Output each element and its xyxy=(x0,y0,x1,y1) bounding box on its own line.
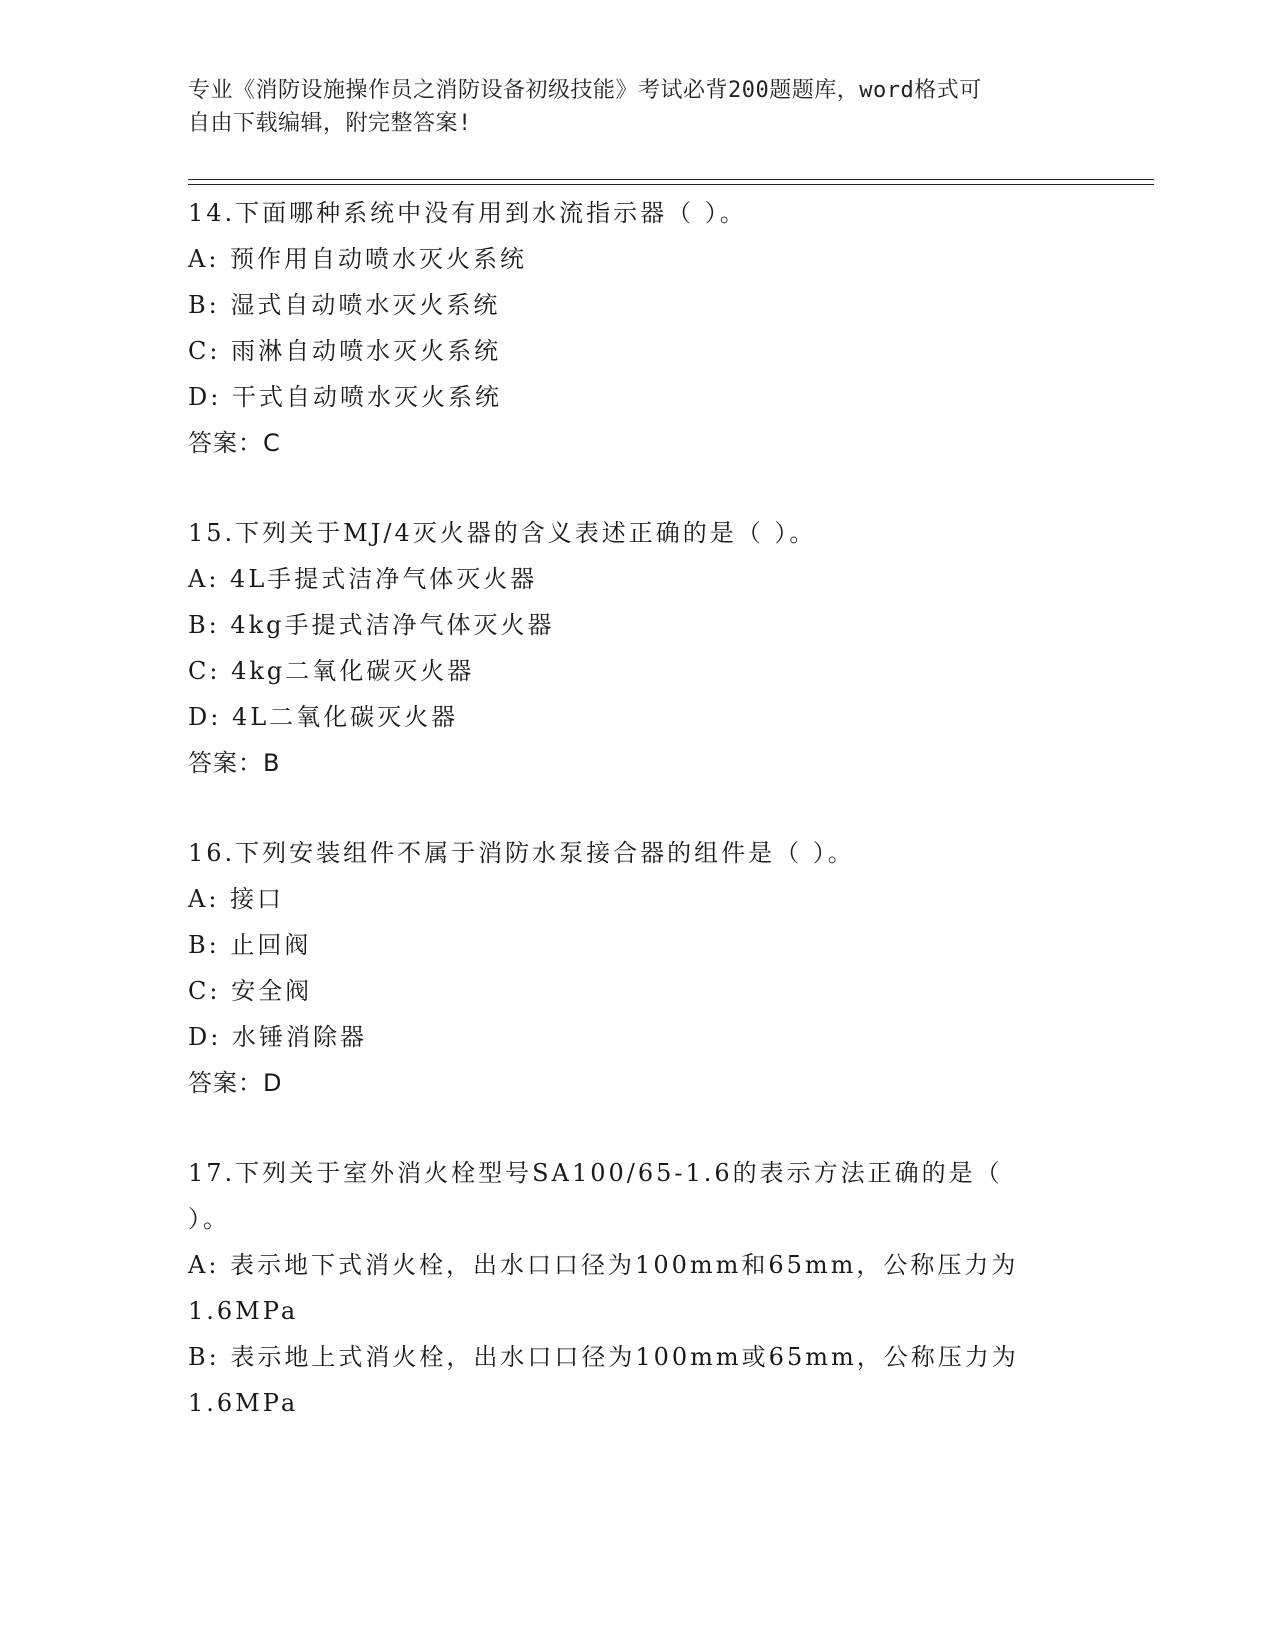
option-d: D: 水锤消除器 xyxy=(188,1023,367,1051)
question-stem: 16.下列安装组件不属于消防水泵接合器的组件是（ ）。 xyxy=(188,839,855,867)
question-stem: 15.下列关于MJ/4灭火器的含义表述正确的是（ ）。 xyxy=(188,519,817,547)
header-divider-top xyxy=(188,179,1154,180)
option-b: B: 湿式自动喷水灭火系统 xyxy=(188,291,501,319)
option-b: B: 表示地上式消火栓，出水口口径为100mm或65mm，公称压力为 xyxy=(188,1343,1019,1371)
header-divider-bottom xyxy=(188,184,1154,185)
question-17 xyxy=(188,1150,1108,1426)
question-list xyxy=(188,190,1108,1426)
question-stem: 17.下列关于室外消火栓型号SA100/65-1.6的表示方法正确的是（ xyxy=(188,1159,1003,1187)
option-c: C: 4kg二氧化碳灭火器 xyxy=(188,657,475,685)
question-15 xyxy=(188,510,1108,786)
question-stem: 14.下面哪种系统中没有用到水流指示器（ ）。 xyxy=(188,199,747,227)
option-d: D: 4L二氧化碳灭火器 xyxy=(188,703,459,731)
option-a: A: 4L手提式洁净气体灭火器 xyxy=(188,565,538,593)
option-b-continued: 1.6MPa xyxy=(188,1389,299,1417)
question-14 xyxy=(188,190,1108,466)
header-line-1: 专业《消防设施操作员之消防设备初级技能》考试必背200题题库，word格式可 xyxy=(188,78,982,103)
option-a: A: 表示地下式消火栓，出水口口径为100mm和65mm，公称压力为 xyxy=(188,1251,1019,1279)
answer: 答案：B xyxy=(188,749,281,777)
option-c: C: 雨淋自动喷水灭火系统 xyxy=(188,337,502,365)
option-d: D: 干式自动喷水灭火系统 xyxy=(188,383,502,411)
document-header xyxy=(188,74,1088,140)
option-b: B: 4kg手提式洁净气体灭火器 xyxy=(188,611,555,639)
option-a: A: 预作用自动喷水灭火系统 xyxy=(188,245,528,273)
option-c: C: 安全阀 xyxy=(188,977,313,1005)
answer: 答案：D xyxy=(188,1069,283,1097)
option-a: A: 接口 xyxy=(188,885,285,913)
header-line-2: 自由下载编辑，附完整答案! xyxy=(188,111,472,136)
option-a-continued: 1.6MPa xyxy=(188,1297,299,1325)
question-16 xyxy=(188,830,1108,1106)
option-b: B: 止回阀 xyxy=(188,931,312,959)
question-stem-continued: ）。 xyxy=(188,1205,230,1233)
answer: 答案：C xyxy=(188,429,281,457)
